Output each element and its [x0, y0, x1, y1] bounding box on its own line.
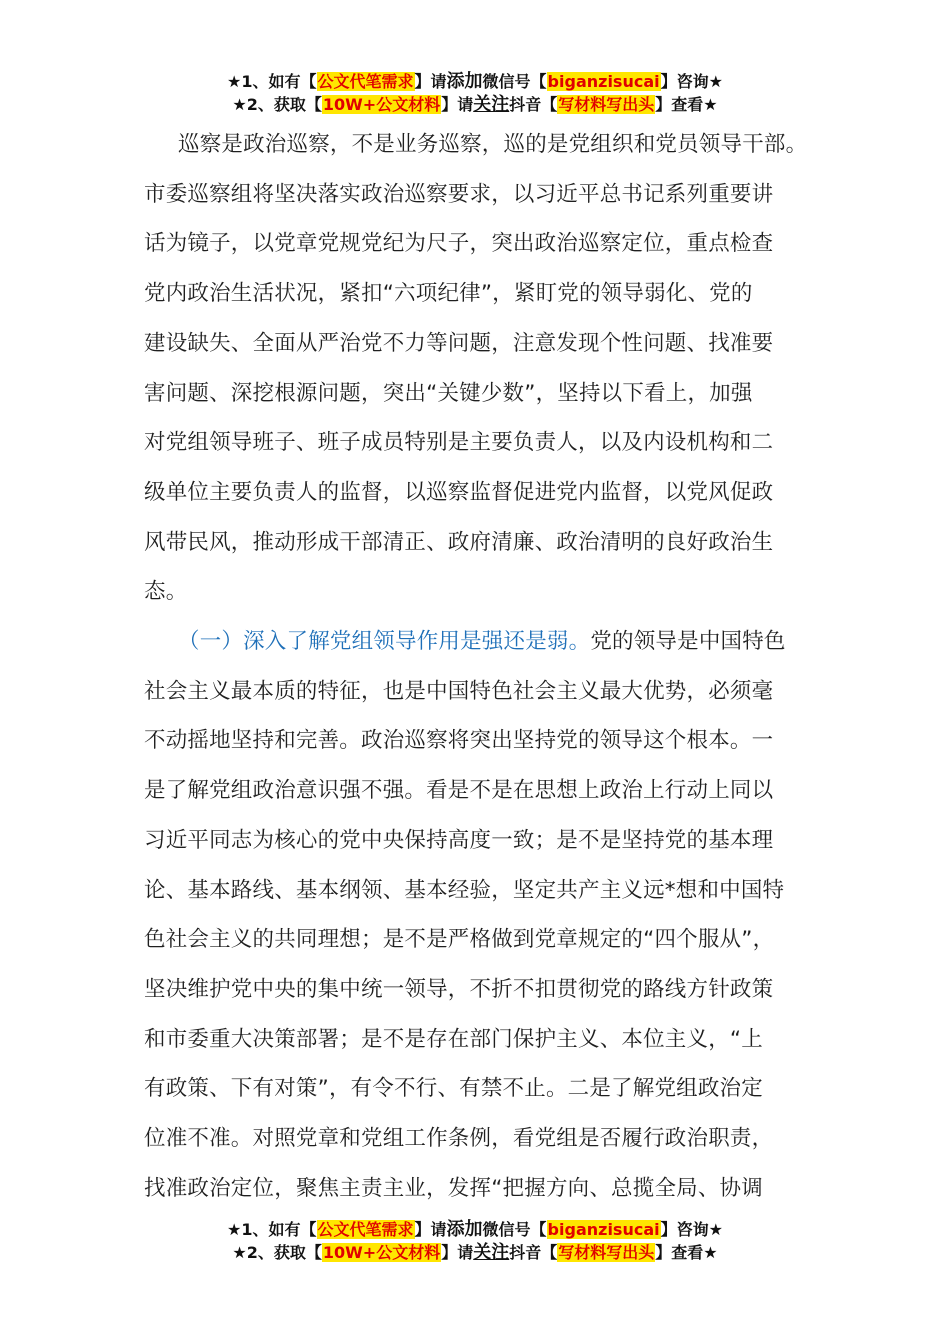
- promo-text: 】请: [441, 95, 474, 114]
- promo-text: ★2、获取【: [232, 1243, 322, 1262]
- promo-text: 抖音【: [509, 95, 558, 114]
- paragraph-line: 不动摇地坚持和完善。政治巡察将突出坚持党的领导这个根本。一: [144, 728, 774, 754]
- paragraph-line: 和市委重大决策部署；是不是存在部门保护主义、本位主义，“上: [144, 1026, 763, 1052]
- promo-banner-top: [0, 70, 950, 116]
- promo-text: 】请: [441, 1243, 474, 1262]
- wechat-id-highlight: biganzisucai: [547, 1220, 660, 1239]
- section-first-line: [144, 617, 824, 667]
- promo-emphasis: 关注: [473, 94, 510, 115]
- promo-text: 】咨询★: [660, 72, 723, 91]
- douyin-id-highlight: 写材料写出头: [558, 1243, 655, 1262]
- paragraph-line: 论、基本路线、基本纲领、基本经验，坚定共产主义远*想和中国特: [144, 877, 785, 903]
- promo-line-1: [0, 1218, 950, 1241]
- paragraph-line: 态。: [144, 579, 188, 605]
- promo-text: ★2、获取【: [232, 95, 322, 114]
- promo-text: 】请: [414, 1220, 447, 1239]
- paragraph-line: 找准政治定位，聚焦主责主业，发挥“把握方向、总揽全局、协调: [144, 1175, 763, 1201]
- promo-line-2: [0, 1241, 950, 1264]
- promo-emphasis: 关注: [473, 1242, 510, 1263]
- paragraph-line: 风带民风，推动形成干部清正、政府清廉、政治清明的良好政治生: [144, 529, 774, 555]
- promo-emphasis: 添加: [446, 71, 483, 92]
- paragraph-line: 话为镜子，以党章党规党纪为尺子，突出政治巡察定位，重点检查: [144, 231, 774, 257]
- paragraph-line: 对党组领导班子、班子成员特别是主要负责人，以及内设机构和二: [144, 430, 774, 456]
- promo-text: 微信号【: [482, 1220, 547, 1239]
- promo-line-1: [0, 70, 950, 93]
- paragraph-line: 市委巡察组将坚决落实政治巡察要求，以习近平总书记系列重要讲: [144, 181, 774, 207]
- promo-text: 抖音【: [509, 1243, 558, 1262]
- paragraph-line: 有政策、下有对策”，有令不行、有禁不止。二是了解党组政治定: [144, 1076, 763, 1102]
- paragraph-line: 坚决维护党中央的集中统一领导，不折不扣贯彻党的路线方针政策: [144, 976, 774, 1002]
- paragraph-line: 是了解党组政治意识强不强。看是不是在思想上政治上行动上同以: [144, 778, 774, 804]
- promo-line-2: [0, 93, 950, 116]
- paragraph-line: 位准不准。对照党章和党组工作条例，看党组是否履行政治职责，: [144, 1126, 774, 1152]
- paragraph-line: 党内政治生活状况，紧扣“六项纪律”，紧盯党的领导弱化、党的: [144, 281, 753, 307]
- promo-text: ★1、如有【: [227, 72, 317, 91]
- promo-text: 】请: [414, 72, 447, 91]
- section-heading: （一）深入了解党组领导作用是强还是弱。: [178, 629, 591, 655]
- promo-highlight: 公文代笔需求: [317, 1220, 414, 1239]
- promo-text: 】咨询★: [660, 1220, 723, 1239]
- promo-banner-bottom: [0, 1218, 950, 1264]
- paragraph-line: 色社会主义的共同理想；是不是严格做到党章规定的“四个服从”，: [144, 927, 775, 953]
- paragraph-line: 级单位主要负责人的监督，以巡察监督促进党内监督，以党风促政: [144, 479, 774, 505]
- paragraph-text: 党的领导是中国特色: [590, 629, 786, 655]
- paragraph-line: 害问题、深挖根源问题，突出“关键少数”，坚持以下看上，加强: [144, 380, 753, 406]
- paragraph-line: 巡察是政治巡察，不是业务巡察，巡的是党组织和党员领导干部。: [178, 132, 808, 157]
- paragraph-line: 社会主义最本质的特征，也是中国特色社会主义最大优势，必须毫: [144, 678, 774, 704]
- promo-text: 】查看★: [655, 95, 718, 114]
- promo-highlight: 10W+公文材料: [322, 95, 441, 114]
- promo-highlight: 公文代笔需求: [317, 72, 414, 91]
- wechat-id-highlight: biganzisucai: [547, 72, 660, 91]
- promo-text: 】查看★: [655, 1243, 718, 1262]
- paragraph-line: 建设缺失、全面从严治党不力等问题，注意发现个性问题、找准要: [144, 330, 774, 356]
- promo-text: 微信号【: [482, 72, 547, 91]
- paragraph-line: 习近平同志为核心的党中央保持高度一致；是不是坚持党的基本理: [144, 827, 774, 853]
- promo-emphasis: 添加: [446, 1219, 483, 1240]
- promo-highlight: 10W+公文材料: [322, 1243, 441, 1262]
- document-body: [144, 120, 824, 1213]
- douyin-id-highlight: 写材料写出头: [558, 95, 655, 114]
- promo-text: ★1、如有【: [227, 1220, 317, 1239]
